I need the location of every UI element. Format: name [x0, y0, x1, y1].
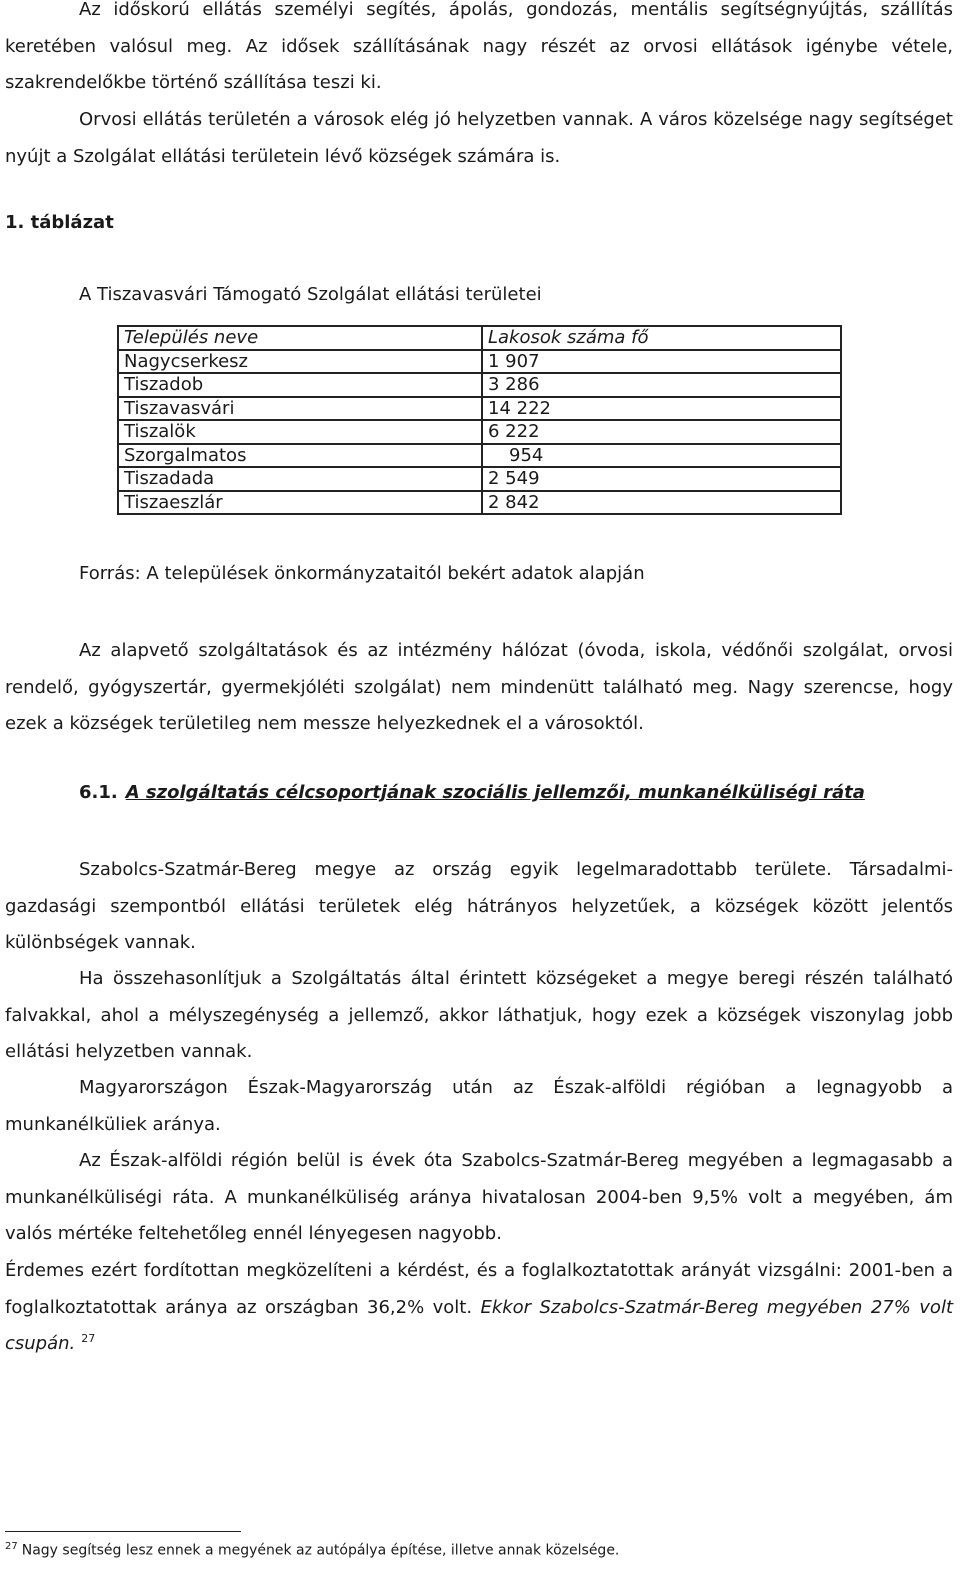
- footnote-number: 27: [5, 1541, 18, 1552]
- settlement-name: Tiszavasvári: [118, 397, 482, 421]
- settlement-population: 1 907: [482, 350, 841, 374]
- footnote-reference[interactable]: 27: [81, 1332, 96, 1345]
- table-row: [118, 467, 841, 491]
- footnote-text: Nagy segítség lesz ennek a megyének az autópálya építése, illetve annak közelsége.: [21, 1542, 620, 1559]
- settlement-population: 3 286: [482, 373, 841, 397]
- footnote-divider: [5, 1531, 241, 1532]
- section-heading: [79, 782, 865, 803]
- settlements-table: [117, 325, 842, 515]
- intro-paragraph-2: Orvosi ellátás területén a városok elég jó helyzetben vannak. A város közelsége nagy segítséget nyújt a Szolgálat ellátási területein lévő községek számára is.: [5, 109, 953, 167]
- county-paragraph: Szabolcs-Szatmár-Bereg megye az ország egyik legelmaradottabb területe. Társadalmi-gazdasági szempontból ellátási területek elég hátrányos helyzetűek, a községek között jelentős különbségek vannak.: [5, 859, 953, 953]
- header-settlement: Település neve: [118, 326, 482, 350]
- settlement-name: Tiszaeszlár: [118, 491, 482, 515]
- settlement-name: Szorgalmatos: [118, 444, 482, 468]
- services-paragraph: Az alapvető szolgáltatások és az intézmény hálózat (óvoda, iskola, védőnői szolgálat, orvosi rendelő, gyógyszertár, gyermekjóléti szolgálat) nem mindenütt található meg. Nagy szerencse, hogy ezek a községek területileg nem messze helyezkednek el a városoktól.: [5, 640, 953, 734]
- unemployment-paragraph: Magyarországon Észak-Magyarország után az Észak-alföldi régióban a legnagyobb a munkanélküliek aránya.: [5, 1077, 953, 1135]
- rate-paragraph: Az Észak-alföldi régión belül is évek óta Szabolcs-Szatmár-Bereg megyében a legmagasabb a munkanélküliségi ráta. A munkanélküliség aránya hivatalosan 2004-ben 9,5% volt a megyében, ám valós mértéke feltehetőleg ennél lényegesen nagyobb.: [5, 1150, 953, 1244]
- settlement-name: Nagycserkesz: [118, 350, 482, 374]
- settlement-population: 2 549: [482, 467, 841, 491]
- settlement-population: 2 842: [482, 491, 841, 515]
- settlement-population: 6 222: [482, 420, 841, 444]
- table-label: 1. táblázat: [5, 212, 114, 233]
- employment-italic-text: Ekkor Szabolcs-Szatmár-Bereg megyében 27% volt csupán.: [5, 1296, 953, 1354]
- settlement-population: 954: [482, 444, 841, 468]
- table-caption: A Tiszavasvári Támogató Szolgálat ellátási területei: [79, 284, 542, 305]
- table-row: [118, 373, 841, 397]
- table-row: [118, 491, 841, 515]
- table-row: [118, 444, 841, 468]
- footnote: [5, 1537, 619, 1561]
- section-title: A szolgáltatás célcsoportjának szociális jellemzői, munkanélküliségi ráta: [125, 782, 865, 803]
- section-number: 6.1.: [79, 782, 118, 803]
- employment-text: Érdemes ezért fordítottan megközelíteni a kérdést, és a foglalkoztatottak arányát vizsgálni: 2001-ben a foglalkoztatottak aránya az országban 36,2% volt.: [5, 1260, 953, 1318]
- table-header-row: [118, 326, 841, 350]
- table-row: [118, 420, 841, 444]
- table-source: Forrás: A települések önkormányzataitól bekért adatok alapján: [79, 563, 645, 584]
- header-population: Lakosok száma fő: [482, 326, 841, 350]
- table-row: [118, 397, 841, 421]
- settlement-name: Tiszadob: [118, 373, 482, 397]
- intro-paragraph-1: Az időskorú ellátás személyi segítés, ápolás, gondozás, mentális segítségnyújtás, szállítás keretében valósul meg. Az idősek szállításának nagy részét az orvosi ellátások igénybe vétele, szakrendelőkbe történő szállítása teszi ki.: [5, 0, 953, 93]
- settlement-name: Tiszadada: [118, 467, 482, 491]
- settlement-name: Tiszalök: [118, 420, 482, 444]
- employment-paragraph: [5, 1253, 953, 1363]
- settlement-population: 14 222: [482, 397, 841, 421]
- comparison-paragraph: Ha összehasonlítjuk a Szolgáltatás által érintett községeket a megye beregi részén található falvakkal, ahol a mélyszegénység a jellemző, akkor láthatjuk, hogy ezek a községek viszonylag jobb ellátási helyzetben vannak.: [5, 968, 953, 1062]
- table-row: [118, 350, 841, 374]
